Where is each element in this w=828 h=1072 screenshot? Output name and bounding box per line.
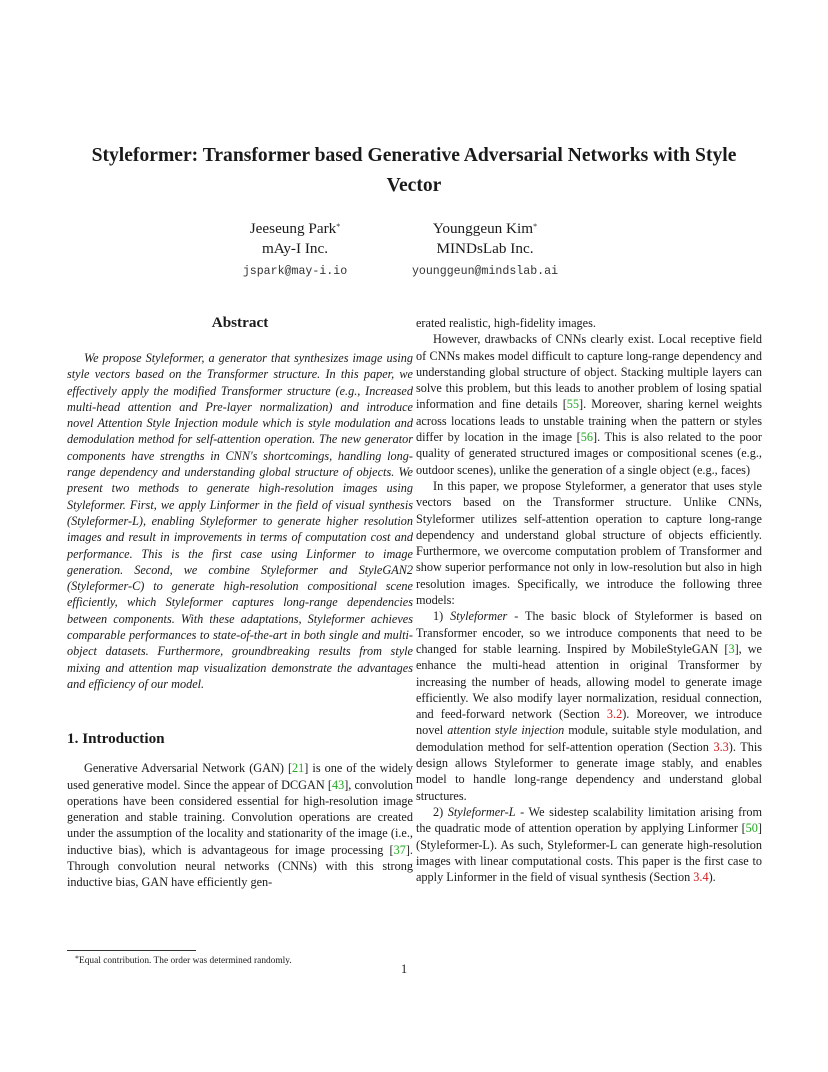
title-line-1: Styleformer: Transformer based Generative Adversarial Networks with Style: [91, 145, 737, 166]
section-heading-introduction: 1. Introduction: [67, 730, 165, 748]
intro-paragraph: Generative Adversarial Network (GAN) [21] is one of the widely used generative model. Since the appear of DCGAN [43], convolution operations have been considered essential for high-resolution image generation and stable training. Convolution operations are created under the assumption of the locality and stationarity of the image (i.e., inductive bias), which is advantageous for image processing [37]. Through convolution neural networks (CNNs) with this strong inductive bias, GAN have efficiently gen-: [67, 761, 413, 890]
author-name: Younggeun Kim*: [432, 220, 538, 237]
intro-paragraph: In this paper, we propose Styleformer, a generator that uses style vectors based on the Transformer structure. Unlike CNNs, Styleformer utilizes self-attention operation to capture long-range dependency and understand global structure of objects efficiently. Furthermore, we overcome computation problem of Transformer and show superior performance not only in low-resolution but also in high resolution images. Specifically, we introduce the following three models:: [416, 478, 762, 608]
author-email[interactable]: younggeun@mindslab.ai: [411, 265, 559, 278]
paper-title: [60, 141, 768, 201]
citation-link[interactable]: 56: [580, 430, 593, 445]
citation-link[interactable]: 55: [566, 397, 580, 412]
citation-link[interactable]: 21: [292, 761, 305, 776]
citation-link[interactable]: 37: [393, 842, 406, 857]
footnote-rule: [67, 950, 196, 951]
page-number: 1: [400, 962, 408, 976]
right-column: [416, 315, 762, 885]
author-affiliation: mAy-I Inc.: [261, 240, 329, 257]
intro-paragraph-continued: erated realistic, high-fidelity images.: [416, 316, 596, 330]
footnote-mark: *: [75, 954, 79, 963]
citation-link[interactable]: 3: [728, 641, 735, 656]
author-block-2: [395, 219, 575, 281]
citation-link[interactable]: 50: [745, 821, 758, 836]
equal-contribution-mark: *: [533, 222, 538, 231]
model-list-item: 1) Styleformer - The basic block of Styleformer is based on Transformer encoder, so we introduce components that need to be changed for stable learning. Inspired by MobileStyleGAN [3], we enhance the multi-head attention in original Transformer by increasing the number of heads, allowing model to generate image efficiently. We also modify layer normalization, residual connection, and feed-forward network (Section 3.2). Moreover, we introduce novel attention style injection module, suitable style modulation, and demodulation method for self-attention operation (Section 3.3). This design allows Styleformer to generate image stably, and enables model to handle long-range dependency and understand global structures.: [416, 609, 763, 803]
abstract-text: We propose Styleformer, a generator that synthesizes image using style vectors based on the Transformer structure. In this paper, we effectively apply the modified Transformer structure (e.g., Increased multi-head attention and Pre-layer normalization) and introduce novel Attention Style Injection module which is style modulation and demodulation method for self-attention operation. The new generator components have strengths in CNN's shortcomings, handling long-range dependency and understanding global structure of objects. We present two methods to generate high-resolution images using Styleformer. First, we apply Linformer in the field of visual synthesis (Styleformer-L), enabling Styleformer to generate higher resolution images and result in improvements in terms of computation cost and performance. This is the first case using Linformer to image generation. Second, we combine Styleformer and StyleGAN2 (Styleformer-C) to generate high-resolution compositional scene efficiently, which Styleformer captures long-range dependencies between components. With these adaptations, Styleformer achieves comparable performances to state-of-the-art in both single and multi-object datasets. Furthermore, groundbreaking results from style mixing and attention map visualization demonstrate the advantages and efficiency of our model.: [67, 351, 413, 691]
title-line-2: Vector: [386, 175, 442, 196]
author-block-1: [225, 219, 365, 281]
intro-paragraph: However, drawbacks of CNNs clearly exist. Local receptive field of CNNs makes model difficult to capture long-range dependency and understanding global structure of object. Stacking multiple layers can solve this problem, but this leads to another problem of losing spatial information and fine details [55]. Moreover, sharing kernel weights across locations leads to unstable training when the pattern or styles differ by location in the image [56]. This is also related to the poor quality of generated structured images or compositional scenes (e.g., outdoor scenes), unlike the generation of a single object (e.g., faces): [416, 332, 763, 477]
footnote: *Equal contribution. The order was determined randomly.: [75, 954, 292, 966]
section-reference-link[interactable]: 3.2: [606, 707, 623, 722]
equal-contribution-mark: *: [336, 222, 341, 231]
section-reference-link[interactable]: 3.4: [693, 870, 709, 885]
citation-link[interactable]: 43: [331, 777, 345, 792]
abstract-heading: Abstract: [211, 314, 269, 331]
author-name: Jeeseung Park*: [249, 220, 341, 237]
model-list-item: 2) Styleformer-L - We sidestep scalability limitation arising from the quadratic mode of attention operation by applying Linformer [50] (Styleformer-L). As such, Styleformer-L can generate high-resolution images with linear computational costs. This paper is the first case to apply Linformer in the field of visual synthesis (Section 3.4).: [416, 804, 762, 885]
author-affiliation: MINDsLab Inc.: [436, 240, 534, 257]
section-reference-link[interactable]: 3.3: [713, 739, 729, 754]
author-email[interactable]: jspark@may-i.io: [242, 265, 348, 278]
left-column: [67, 313, 413, 891]
